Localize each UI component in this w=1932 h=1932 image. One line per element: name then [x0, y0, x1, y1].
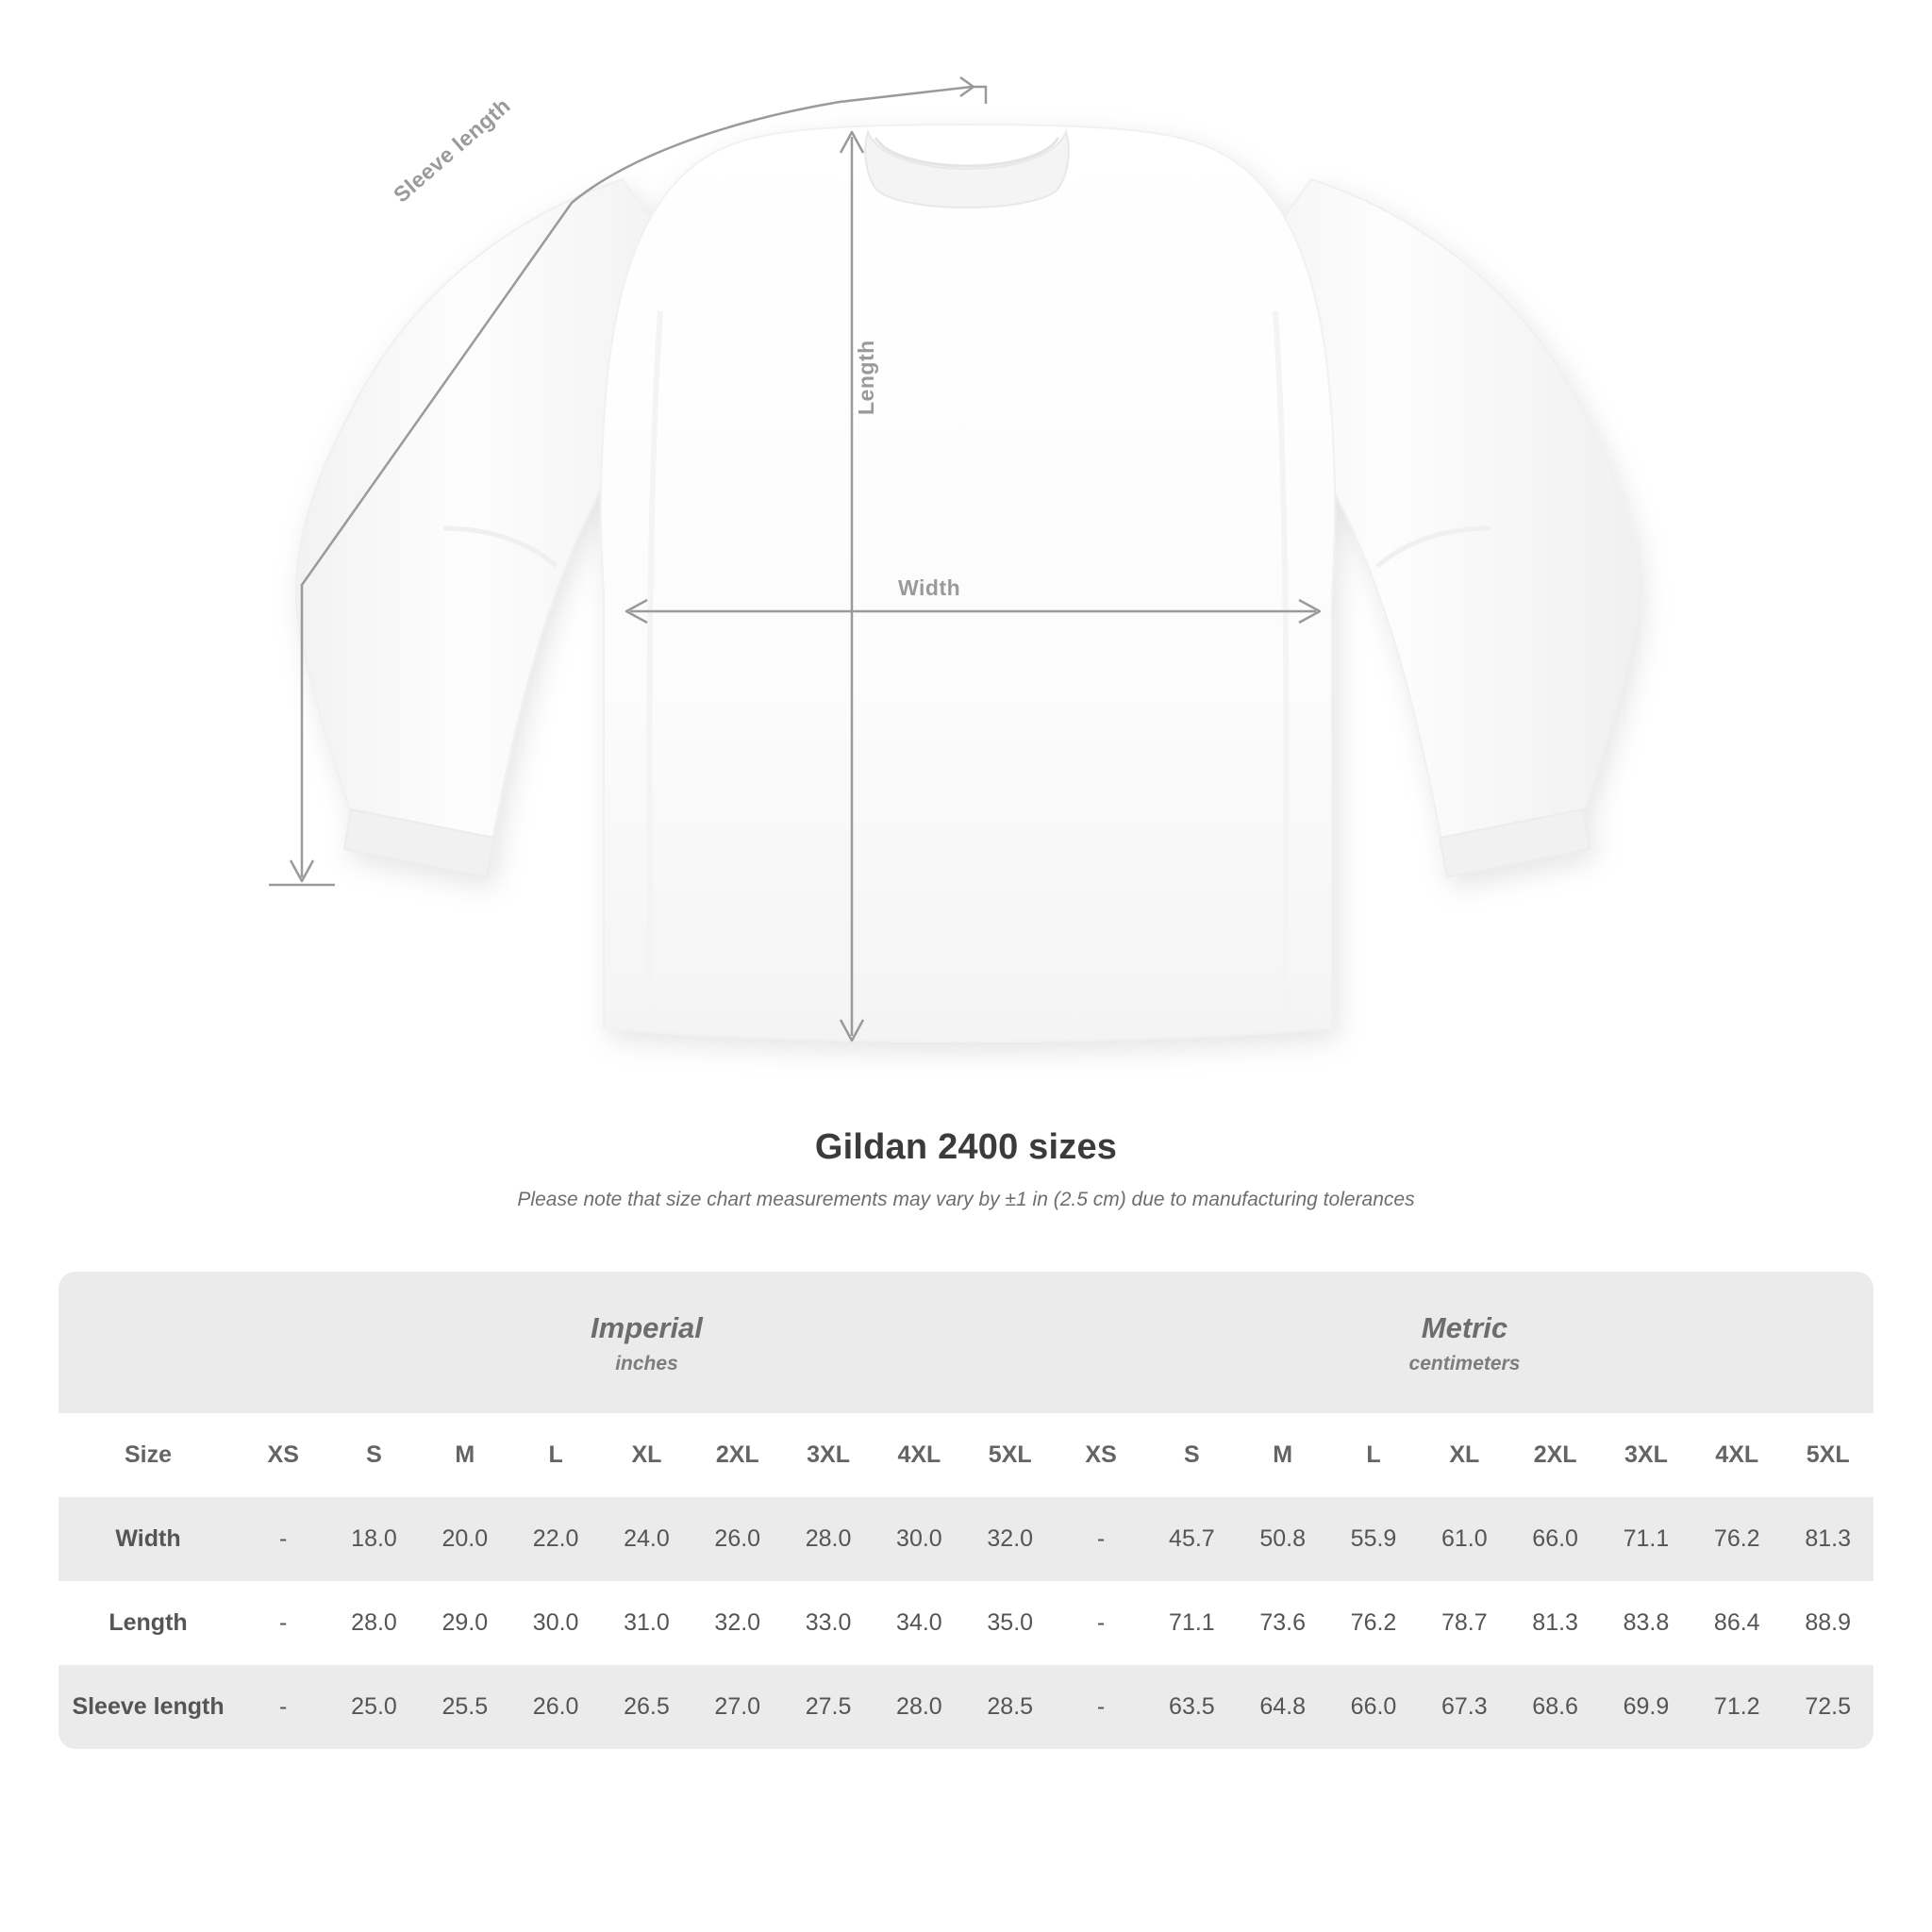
row-label-length: Length	[58, 1581, 238, 1665]
size-header-metric-xs: XS	[1056, 1413, 1146, 1497]
cell-width-imperial-l: 22.0	[510, 1497, 601, 1581]
metric-unit-sub: centimeters	[1408, 1353, 1521, 1374]
size-header-metric-3xl: 3XL	[1601, 1413, 1691, 1497]
cell-width-metric-m: 50.8	[1238, 1497, 1328, 1581]
cell-width-metric-3xl: 71.1	[1601, 1497, 1691, 1581]
size-chart-table	[58, 1272, 1874, 1749]
cell-width-imperial-2xl: 26.0	[692, 1497, 783, 1581]
size-header-imperial-4xl: 4XL	[874, 1413, 964, 1497]
cell-width-metric-l: 55.9	[1328, 1497, 1419, 1581]
table-row-sleeve-length	[58, 1665, 1874, 1749]
cell-length-metric-m: 73.6	[1238, 1581, 1328, 1665]
cell-sleeve-imperial-m: 25.5	[420, 1665, 510, 1749]
size-header-row	[58, 1413, 1874, 1497]
cell-width-imperial-3xl: 28.0	[783, 1497, 874, 1581]
imperial-unit-name: Imperial	[591, 1311, 703, 1344]
cell-length-metric-xs: -	[1056, 1581, 1146, 1665]
row-label-width: Width	[58, 1497, 238, 1581]
cell-sleeve-metric-3xl: 69.9	[1601, 1665, 1691, 1749]
cell-length-metric-xl: 78.7	[1419, 1581, 1509, 1665]
cell-sleeve-metric-m: 64.8	[1238, 1665, 1328, 1749]
cell-length-metric-l: 76.2	[1328, 1581, 1419, 1665]
size-chart-table-wrapper	[58, 1272, 1874, 1749]
size-header-imperial-l: L	[510, 1413, 601, 1497]
cell-length-imperial-m: 29.0	[420, 1581, 510, 1665]
size-header-imperial-s: S	[328, 1413, 419, 1497]
cell-sleeve-imperial-s: 25.0	[328, 1665, 419, 1749]
cell-length-metric-4xl: 86.4	[1691, 1581, 1782, 1665]
cell-width-metric-5xl: 81.3	[1782, 1497, 1874, 1581]
size-header-metric-s: S	[1146, 1413, 1237, 1497]
size-header-metric-2xl: 2XL	[1509, 1413, 1600, 1497]
length-dimension-label: Length	[854, 340, 878, 415]
size-header-imperial-m: M	[420, 1413, 510, 1497]
cell-sleeve-metric-l: 66.0	[1328, 1665, 1419, 1749]
metric-unit-name: Metric	[1421, 1311, 1508, 1344]
cell-length-imperial-s: 28.0	[328, 1581, 419, 1665]
unit-header-row	[58, 1272, 1874, 1413]
size-header-imperial-3xl: 3XL	[783, 1413, 874, 1497]
cell-length-imperial-xl: 31.0	[601, 1581, 691, 1665]
sleeve-length-dimension-label: Sleeve length	[389, 92, 515, 208]
size-header-imperial-xs: XS	[238, 1413, 328, 1497]
cell-width-metric-2xl: 66.0	[1509, 1497, 1600, 1581]
tolerance-note: Please note that size chart measurements may vary by ±1 in (2.5 cm) due to manufacturing tolerances	[517, 1189, 1415, 1210]
cell-sleeve-metric-5xl: 72.5	[1782, 1665, 1874, 1749]
table-row-length	[58, 1581, 1874, 1665]
cell-sleeve-imperial-xs: -	[238, 1665, 328, 1749]
cell-length-imperial-3xl: 33.0	[783, 1581, 874, 1665]
cell-width-imperial-xs: -	[238, 1497, 328, 1581]
cell-sleeve-imperial-l: 26.0	[510, 1665, 601, 1749]
page-title: Gildan 2400 sizes	[814, 1127, 1118, 1167]
cell-sleeve-metric-s: 63.5	[1146, 1665, 1237, 1749]
cell-length-imperial-2xl: 32.0	[692, 1581, 783, 1665]
cell-sleeve-imperial-2xl: 27.0	[692, 1665, 783, 1749]
size-header-metric-xl: XL	[1419, 1413, 1509, 1497]
cell-length-imperial-4xl: 34.0	[874, 1581, 964, 1665]
unit-header-imperial	[238, 1272, 1056, 1413]
cell-sleeve-imperial-3xl: 27.5	[783, 1665, 874, 1749]
cell-length-imperial-5xl: 35.0	[965, 1581, 1056, 1665]
cell-length-metric-s: 71.1	[1146, 1581, 1237, 1665]
cell-width-imperial-5xl: 32.0	[965, 1497, 1056, 1581]
cell-sleeve-metric-xl: 67.3	[1419, 1665, 1509, 1749]
unit-header-metric	[1056, 1272, 1874, 1413]
cell-width-imperial-m: 20.0	[420, 1497, 510, 1581]
cell-width-imperial-4xl: 30.0	[874, 1497, 964, 1581]
cell-sleeve-imperial-4xl: 28.0	[874, 1665, 964, 1749]
cell-sleeve-imperial-xl: 26.5	[601, 1665, 691, 1749]
size-header-imperial-xl: XL	[601, 1413, 691, 1497]
cell-width-metric-4xl: 76.2	[1691, 1497, 1782, 1581]
title-block	[0, 1127, 1932, 1211]
unit-header-blank	[58, 1272, 238, 1413]
size-header-imperial-5xl: 5XL	[965, 1413, 1056, 1497]
width-dimension-label: Width	[898, 575, 961, 600]
cell-length-metric-2xl: 81.3	[1509, 1581, 1600, 1665]
cell-length-imperial-l: 30.0	[510, 1581, 601, 1665]
row-label-sleeve-length: Sleeve length	[58, 1665, 238, 1749]
table-row-width	[58, 1497, 1874, 1581]
cell-width-metric-xl: 61.0	[1419, 1497, 1509, 1581]
cell-sleeve-metric-4xl: 71.2	[1691, 1665, 1782, 1749]
size-header-metric-l: L	[1328, 1413, 1419, 1497]
size-header-metric-5xl: 5XL	[1782, 1413, 1874, 1497]
cell-width-metric-s: 45.7	[1146, 1497, 1237, 1581]
imperial-unit-sub: inches	[615, 1353, 678, 1374]
size-header-metric-m: M	[1238, 1413, 1328, 1497]
size-header-imperial-2xl: 2XL	[692, 1413, 783, 1497]
cell-width-metric-xs: -	[1056, 1497, 1146, 1581]
cell-width-imperial-s: 18.0	[328, 1497, 419, 1581]
cell-length-metric-5xl: 88.9	[1782, 1581, 1874, 1665]
cell-sleeve-imperial-5xl: 28.5	[965, 1665, 1056, 1749]
cell-width-imperial-xl: 24.0	[601, 1497, 691, 1581]
cell-sleeve-metric-2xl: 68.6	[1509, 1665, 1600, 1749]
cell-sleeve-metric-xs: -	[1056, 1665, 1146, 1749]
cell-length-imperial-xs: -	[238, 1581, 328, 1665]
size-header-metric-4xl: 4XL	[1691, 1413, 1782, 1497]
size-header-label: Size	[58, 1413, 238, 1497]
cell-length-metric-3xl: 83.8	[1601, 1581, 1691, 1665]
